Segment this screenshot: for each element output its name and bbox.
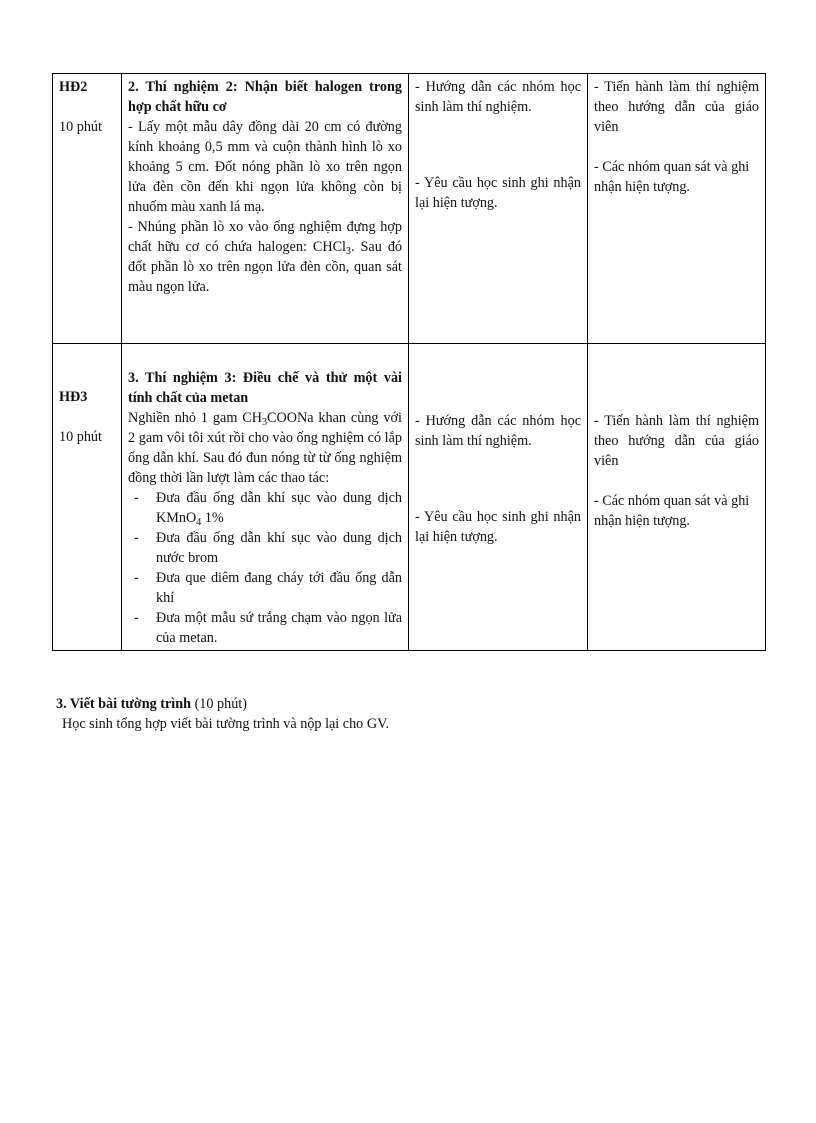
student-activity: - Tiến hành làm thí nghiệm theo hướng dẫn của giáo viên — [594, 79, 759, 135]
activity-content-cell — [122, 74, 409, 344]
teacher-activity-cell — [409, 344, 588, 651]
list-item: - Đưa đầu ống dẫn khí sục vào dung dịch nước brom — [128, 528, 402, 568]
table-row — [53, 344, 766, 651]
student-activity: - Các nhóm quan sát và ghi nhận hiện tượng. — [594, 493, 750, 529]
activity-label-cell — [53, 344, 122, 651]
activity-table — [52, 73, 766, 651]
procedure-intro: Nghiền nhỏ 1 gam $CH_3COONa$ khan cùng với 2 gam vôi tôi xút rồi cho vào ống nghiệm có lắp ống dẫn khí. Sau đó đun nóng từ từ ống nghiệm đồng thời lần lượt làm các thao tác: — [128, 410, 402, 486]
list-item: - Đưa một mẫu sứ trắng chạm vào ngọn lửa của metan. — [128, 608, 402, 648]
student-activity: - Tiến hành làm thí nghiệm theo hướng dẫn của giáo viên — [594, 413, 759, 469]
teacher-instruction: - Yêu cầu học sinh ghi nhận lại hiện tượng. — [415, 509, 581, 545]
student-activity: - Các nhóm quan sát và ghi nhận hiện tượng. — [594, 159, 750, 195]
procedure-step: - Lấy một mẫu dây đồng dài 20 cm có đường kính khoảng 0,5 mm và cuộn thành hình lò xo khoảng 5 cm. Đốt nóng phần lò xo trên ngọn lửa đèn cồn đến khi ngọn lửa không còn bị nhuốm màu xanh lá mạ. — [128, 119, 402, 215]
procedure-list — [128, 488, 402, 648]
list-item: - Đưa que diêm đang cháy tới đầu ống dẫn khí — [128, 568, 402, 608]
activity-code: HĐ3 — [59, 389, 88, 405]
teacher-instruction: - Yêu cầu học sinh ghi nhận lại hiện tượng. — [415, 175, 581, 211]
activity-time: 10 phút — [59, 429, 102, 445]
experiment-title: 2. Thí nghiệm 2: Nhận biết halogen trong hợp chất hữu cơ — [128, 79, 402, 115]
teacher-activity-cell — [409, 74, 588, 344]
list-item: - Đưa đầu ống dẫn khí sục vào dung dịch KMnO$_4$ 1% — [128, 488, 402, 528]
activity-time: 10 phút — [59, 119, 102, 135]
student-activity-cell — [588, 74, 766, 344]
section-heading: 3. Viết bài tường trình (10 phút) — [56, 696, 247, 712]
activity-label-cell — [53, 74, 122, 344]
experiment-title: 3. Thí nghiệm 3: Điều chế và thử một vài tính chất của metan — [128, 370, 402, 406]
teacher-instruction: - Hướng dẫn các nhóm học sinh làm thí nghiệm. — [415, 413, 581, 449]
teacher-instruction: - Hướng dẫn các nhóm học sinh làm thí nghiệm. — [415, 79, 581, 115]
section-body: Học sinh tổng hợp viết bài tường trình và nộp lại cho GV. — [62, 716, 390, 732]
report-section — [56, 694, 766, 734]
activity-code: HĐ2 — [59, 79, 88, 95]
student-activity-cell — [588, 344, 766, 651]
table-row — [53, 74, 766, 344]
procedure-step: - Nhúng phần lò xo vào ống nghiệm đựng hợp chất hữu cơ có chứa halogen: CHCl$_3$. Sau đó đốt phần lò xo trên ngọn lửa đèn cồn, quan sát màu ngọn lửa. — [128, 219, 402, 295]
activity-content-cell — [122, 344, 409, 651]
